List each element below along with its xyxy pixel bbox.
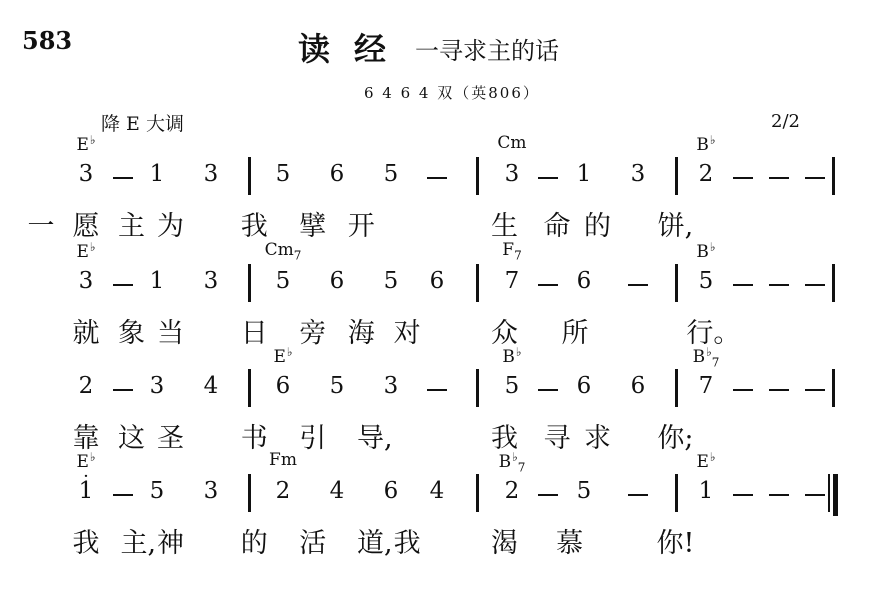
chord-root: B xyxy=(696,242,709,262)
chord-symbol xyxy=(269,450,297,470)
lyric-syllable: 当 xyxy=(157,318,184,349)
note: 5 xyxy=(504,373,520,399)
note: 6 xyxy=(576,373,592,399)
hymn-subtitle: 一寻求主的话 xyxy=(415,37,559,65)
bar-line xyxy=(675,264,678,302)
lyric-syllable: 愿 xyxy=(72,211,100,242)
lyric-syllable: 你! xyxy=(656,528,695,559)
bar-line xyxy=(248,157,251,195)
chord-symbol xyxy=(499,450,526,474)
bar-line xyxy=(476,369,479,407)
hold-dash xyxy=(538,177,558,179)
note: 6 xyxy=(429,268,445,294)
hold-dash xyxy=(113,389,133,391)
hold-dash xyxy=(769,389,789,391)
flat-icon: ♭ xyxy=(512,450,518,464)
lyric-syllable: 饼, xyxy=(657,211,694,242)
note: 5 xyxy=(149,478,165,504)
flat-icon: ♭ xyxy=(286,345,293,359)
lyric-syllable: 海 xyxy=(347,318,375,349)
chord-extension: 7 xyxy=(711,355,720,370)
bar-line xyxy=(828,474,830,512)
note: 3 xyxy=(203,478,219,504)
hymn-number: 583 xyxy=(22,26,73,55)
chord-symbol xyxy=(502,345,521,367)
note: 4 xyxy=(329,478,345,504)
chord-symbol xyxy=(76,240,95,262)
note: 5 xyxy=(698,268,714,294)
chord-symbol xyxy=(265,240,302,262)
flat-icon: ♭ xyxy=(89,133,96,147)
lyric-syllable: 一 xyxy=(27,211,55,242)
hold-dash xyxy=(805,494,825,496)
lyric-syllable: 擘 xyxy=(299,211,327,242)
lyric-syllable: 道, xyxy=(357,528,393,559)
chord-root: Cm xyxy=(264,240,294,260)
lyric-syllable: 我 xyxy=(491,423,518,454)
hold-dash xyxy=(538,494,558,496)
lyric-syllable: 你; xyxy=(657,423,694,454)
bar-line xyxy=(248,264,251,302)
hold-dash xyxy=(769,177,789,179)
lyric-syllable: 书 xyxy=(240,423,268,454)
note: 1 xyxy=(698,478,714,504)
note: 3 xyxy=(383,373,399,399)
note: · 1 xyxy=(79,478,94,504)
hold-dash xyxy=(538,284,558,286)
hold-dash xyxy=(628,494,648,496)
lyric-syllable: 为 xyxy=(157,211,184,242)
lyric-syllable: 这 xyxy=(118,423,145,454)
hold-dash xyxy=(538,389,558,391)
note: 1 xyxy=(576,161,592,187)
bar-line xyxy=(675,474,678,512)
hold-dash xyxy=(733,284,753,286)
flat-icon: ♭ xyxy=(89,450,96,464)
chord-root: E xyxy=(76,452,89,472)
lyric-syllable: 象 xyxy=(118,318,145,349)
chord-symbol xyxy=(696,240,715,262)
note: 5 xyxy=(329,373,345,399)
lyric-syllable: 慕 xyxy=(556,528,584,559)
bar-line xyxy=(832,264,835,302)
note: 5 xyxy=(576,478,592,504)
note: 3 xyxy=(149,373,165,399)
lyric-syllable: 的 xyxy=(240,528,268,559)
bar-line xyxy=(248,474,251,512)
chord-root: B xyxy=(502,347,515,367)
final-bar-line xyxy=(833,474,838,516)
lyric-syllable: 众 xyxy=(491,318,518,349)
hymn-title: 读经 xyxy=(298,30,411,68)
hold-dash xyxy=(805,389,825,391)
bar-line xyxy=(476,474,479,512)
lyric-syllable: 寻 xyxy=(543,423,571,454)
hold-dash xyxy=(113,494,133,496)
note: 5 xyxy=(383,268,399,294)
lyric-syllable: 所 xyxy=(561,318,589,349)
chord-symbol xyxy=(76,133,95,155)
meter-label: 6 4 6 4 双（英806） xyxy=(364,84,540,102)
hold-dash xyxy=(733,494,753,496)
chord-root: B xyxy=(498,452,512,472)
note: 2 xyxy=(504,478,520,504)
lyric-syllable: 生 xyxy=(491,211,518,242)
chord-symbol xyxy=(696,133,715,155)
note: 6 xyxy=(630,373,646,399)
hold-dash xyxy=(427,177,447,179)
hold-dash xyxy=(733,389,753,391)
key-signature: 降 E 大调 xyxy=(101,113,184,135)
hold-dash xyxy=(805,284,825,286)
note: 6 xyxy=(329,161,345,187)
note: 5 xyxy=(383,161,399,187)
chord-root: E xyxy=(76,242,89,262)
note: 4 xyxy=(203,373,219,399)
note: 3 xyxy=(630,161,646,187)
note: 3 xyxy=(203,268,219,294)
note: 6 xyxy=(383,478,399,504)
chord-root: Cm xyxy=(497,133,527,153)
note: 7 xyxy=(698,373,714,399)
hold-dash xyxy=(113,284,133,286)
chord-root: F xyxy=(502,240,515,260)
lyric-syllable: 靠 xyxy=(72,423,100,454)
lyric-syllable: 行。 xyxy=(686,318,741,349)
flat-icon: ♭ xyxy=(709,450,716,464)
lyric-syllable: 就 xyxy=(72,318,100,349)
hold-dash xyxy=(769,284,789,286)
note: 2 xyxy=(275,478,291,504)
bar-line xyxy=(248,369,251,407)
flat-icon: ♭ xyxy=(706,345,712,359)
chord-root: B xyxy=(692,347,706,367)
chord-extension: 7 xyxy=(517,460,526,475)
bar-line xyxy=(476,157,479,195)
chord-root: E xyxy=(696,452,709,472)
time-signature: 2/2 xyxy=(771,111,800,132)
lyric-syllable: 日 xyxy=(240,318,268,349)
hold-dash xyxy=(733,177,753,179)
note: 4 xyxy=(429,478,445,504)
lyric-syllable: 活 xyxy=(299,528,327,559)
hold-dash xyxy=(113,177,133,179)
hold-dash xyxy=(769,494,789,496)
note: 6 xyxy=(329,268,345,294)
bar-line xyxy=(832,157,835,195)
lyric-syllable: 圣 xyxy=(157,423,184,454)
chord-symbol xyxy=(502,240,521,262)
flat-icon: ♭ xyxy=(709,133,716,147)
note: 1 xyxy=(149,268,165,294)
note: 5 xyxy=(275,268,291,294)
chord-symbol xyxy=(497,133,526,153)
chord-extension: 7 xyxy=(514,248,522,263)
chord-root: B xyxy=(696,135,709,155)
note: 5 xyxy=(275,161,291,187)
lyric-syllable: 对 xyxy=(393,318,421,349)
note: 6 xyxy=(275,373,291,399)
lyric-syllable: 的 xyxy=(584,211,611,242)
note: 2 xyxy=(698,161,714,187)
note: 3 xyxy=(78,268,94,294)
bar-line xyxy=(675,157,678,195)
chord-root: E xyxy=(273,347,286,367)
note: 3 xyxy=(78,161,94,187)
lyric-syllable: 主 xyxy=(118,211,145,242)
lyric-syllable: 主, xyxy=(120,528,157,559)
chord-symbol xyxy=(273,345,292,367)
chord-extension: 7 xyxy=(293,248,302,263)
note: 2 xyxy=(78,373,94,399)
chord-root: Fm xyxy=(269,450,297,470)
lyric-syllable: 我 xyxy=(393,528,421,559)
lyric-syllable: 引 xyxy=(299,423,327,454)
hold-dash xyxy=(628,284,648,286)
bar-line xyxy=(476,264,479,302)
lyric-syllable: 我 xyxy=(72,528,100,559)
lyric-syllable: 渴 xyxy=(491,528,518,559)
lyric-syllable: 命 xyxy=(543,211,571,242)
flat-icon: ♭ xyxy=(89,240,96,254)
flat-icon: ♭ xyxy=(709,240,716,254)
note: 1 xyxy=(149,161,165,187)
flat-icon: ♭ xyxy=(515,345,522,359)
note: 3 xyxy=(504,161,520,187)
lyric-syllable: 导, xyxy=(357,423,393,454)
chord-symbol xyxy=(693,345,720,369)
lyric-syllable: 求 xyxy=(584,423,611,454)
note: 7 xyxy=(504,268,520,294)
note: 6 xyxy=(576,268,592,294)
lyric-syllable: 开 xyxy=(347,211,375,242)
note: 3 xyxy=(203,161,219,187)
lyric-syllable: 旁 xyxy=(299,318,327,349)
hold-dash xyxy=(805,177,825,179)
chord-symbol xyxy=(696,450,715,472)
hold-dash xyxy=(427,389,447,391)
chord-root: E xyxy=(76,135,89,155)
bar-line xyxy=(832,369,835,407)
lyric-syllable: 我 xyxy=(240,211,268,242)
lyric-syllable: 神 xyxy=(157,528,184,559)
bar-line xyxy=(675,369,678,407)
